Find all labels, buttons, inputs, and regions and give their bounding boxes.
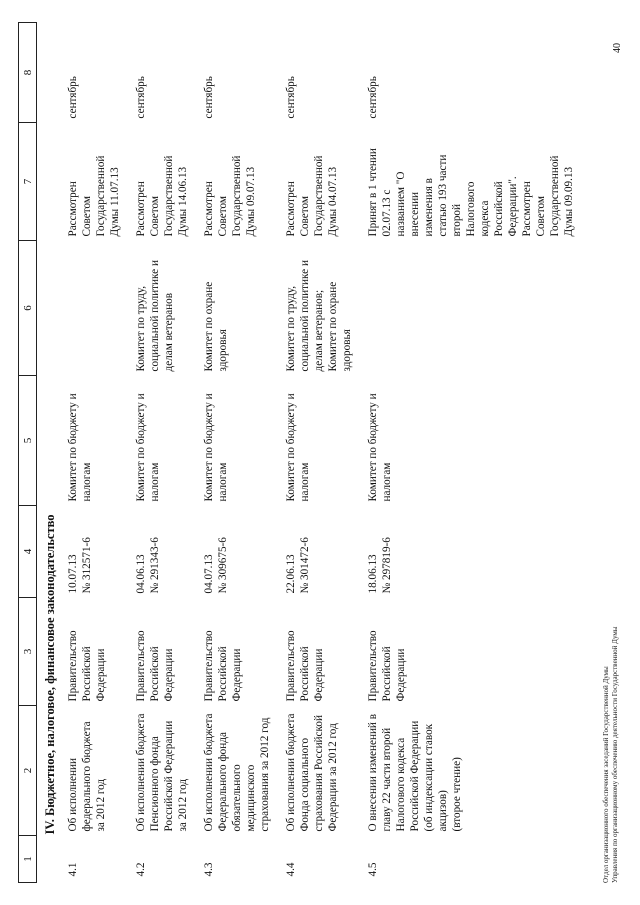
bill-title-line: Пенсионного фонда [149, 736, 161, 832]
status-cell [198, 123, 280, 241]
row-number-cell: 4.4 [285, 862, 297, 877]
bill-title-line: Фонда социального [299, 737, 311, 832]
planned-month-line: сентябрь [203, 76, 215, 119]
bill-title-line: главу 22 части второй [381, 727, 393, 832]
initiator-line: Российской Федерации [217, 646, 243, 702]
planned-month-cell [280, 23, 362, 123]
registration-cell [280, 506, 362, 598]
bill-title-cell [362, 706, 584, 836]
bill-title-line: страхования за 2012 год [259, 717, 271, 832]
row-number-cell: 4.5 [367, 862, 379, 877]
co-executor-committee-line: здоровья [341, 329, 353, 372]
responsible-committee-line: налогам [149, 462, 161, 502]
table-body [62, 23, 584, 883]
status-cell [280, 123, 362, 241]
bill-title-line: за 2012 год [95, 778, 107, 832]
co-executor-committee-cell [62, 241, 130, 376]
initiator-line: Правительство [135, 630, 147, 702]
registration-cell [62, 506, 130, 598]
initiator-line: Российской Федерации [149, 646, 175, 702]
page-number: 40 [612, 43, 623, 53]
responsible-committee-line: налогам [299, 462, 311, 502]
status-line: внесении [409, 191, 421, 237]
bill-title-line: (второе чтение) [451, 757, 463, 832]
bill-title-cell [280, 706, 362, 836]
initiator-line: Правительство [285, 630, 297, 702]
planned-month-cell [130, 23, 198, 123]
planned-month-cell [362, 23, 584, 123]
col-header-1: 1 [19, 836, 37, 883]
bill-title-line: Об исполнении [67, 758, 79, 832]
col-header-5: 5 [19, 376, 37, 506]
co-executor-committee-line: социальной политике и [149, 260, 161, 372]
co-executor-committee-line: делам ветеранов; [313, 289, 325, 372]
status-line: Рассмотрен [203, 181, 215, 237]
table-row [130, 23, 198, 883]
bill-title-line: федерального бюджета [81, 721, 93, 832]
registration-cell [130, 506, 198, 598]
registration-line: № 309675-6 [217, 537, 229, 594]
co-executor-committee-cell [198, 241, 280, 376]
planned-month-line: сентябрь [67, 76, 79, 119]
responsible-committee-line: Комитет по бюджету и [135, 393, 147, 502]
table-row [62, 23, 130, 883]
status-line: Рассмотрен [285, 181, 297, 237]
initiator-cell [62, 598, 130, 706]
status-cell [130, 123, 198, 241]
co-executor-committee-line: здоровья [217, 329, 229, 372]
responsible-committee-line: налогам [81, 462, 93, 502]
initiator-cell [130, 598, 198, 706]
responsible-committee-cell [62, 376, 130, 506]
status-line: Думы 04.07.13 [327, 166, 339, 237]
responsible-committee-line: налогам [217, 462, 229, 502]
registration-line: № 301472-6 [299, 537, 311, 594]
status-line: Государственной [231, 155, 243, 237]
planned-month-cell [62, 23, 130, 123]
bill-title-line: Федерального фонда [217, 732, 229, 832]
status-line: названием "О [395, 171, 407, 237]
initiator-cell [280, 598, 362, 706]
col-header-4: 4 [19, 506, 37, 598]
responsible-committee-line: Комитет по бюджету и [203, 393, 215, 502]
row-number-cell: 4.2 [135, 862, 147, 877]
column-number-header [19, 23, 37, 883]
status-line: Рассмотрен [521, 181, 533, 237]
status-line: Думы 09.09.13 [563, 166, 575, 237]
registration-line: 04.07.13 [203, 554, 215, 594]
bill-title-line: обязательного [231, 764, 243, 832]
bill-title-line: Налогового кодекса [395, 737, 407, 832]
col-header-3: 3 [19, 598, 37, 706]
row-number-cell: 4.3 [203, 862, 215, 877]
section-title: IV. Бюджетное, налоговое, финансовое законодательство [43, 514, 57, 835]
initiator-line: Правительство [203, 630, 215, 702]
status-line: Советом [217, 196, 229, 237]
responsible-committee-cell [362, 376, 584, 506]
status-line: Рассмотрен [67, 181, 79, 237]
planned-month-cell [198, 23, 280, 123]
status-line: кодекса [479, 200, 491, 237]
row-number-cell: 4.1 [67, 862, 79, 877]
status-line: Советом [81, 196, 93, 237]
bill-title-line: Об исполнении бюджета [135, 713, 147, 832]
co-executor-committee-line: Комитет по охране [203, 281, 215, 372]
status-line: Государственной [95, 155, 107, 237]
footer-line: Отдел организационного обеспечения заседаний Государственной Думы [602, 666, 610, 883]
registration-line: 18.06.13 [367, 554, 379, 594]
col-header-6: 6 [19, 241, 37, 376]
co-executor-committee-line: Комитет по охране [327, 281, 339, 372]
registration-line: 22.06.13 [285, 554, 297, 594]
responsible-committee-line: налогам [381, 462, 393, 502]
col-header-2: 2 [19, 706, 37, 836]
responsible-committee-line: Комитет по бюджету и [67, 393, 79, 502]
registration-line: 10.07.13 [67, 554, 79, 594]
responsible-committee-cell [280, 376, 362, 506]
bill-title-line: медицинского [245, 764, 257, 832]
planned-month-line: сентябрь [285, 76, 297, 119]
status-line: второй [451, 203, 463, 237]
footer-note [602, 627, 620, 883]
table-row [198, 23, 280, 883]
status-line: Думы 09.07.13 [245, 166, 257, 237]
status-line: Советом [299, 196, 311, 237]
status-line: Федерации". [507, 176, 519, 237]
status-line: Государственной [549, 155, 561, 237]
status-line: 02.07.13 с [381, 189, 393, 237]
registration-cell [198, 506, 280, 598]
status-line: Рассмотрен [135, 181, 147, 237]
bill-title-line: О внесении изменений в [367, 713, 379, 832]
registration-cell [362, 506, 584, 598]
bill-table [18, 22, 584, 883]
co-executor-committee-cell [280, 241, 362, 376]
bill-title-line: акцизов) [437, 790, 449, 832]
col-header-8: 8 [19, 23, 37, 123]
bill-title-line: Российской Федерации [409, 720, 421, 832]
col-header-7: 7 [19, 123, 37, 241]
bill-title-cell [130, 706, 198, 836]
bill-title-line: (об индексации ставок [423, 723, 435, 832]
bill-title-line: Об исполнении бюджета [203, 713, 215, 832]
registration-line: № 297819-6 [381, 537, 393, 594]
status-line: Государственной [313, 155, 325, 237]
initiator-cell [362, 598, 584, 706]
bill-title-cell [62, 706, 130, 836]
section-row [37, 23, 63, 883]
co-executor-committee-cell [130, 241, 198, 376]
status-line: изменения в [423, 178, 435, 237]
co-executor-committee-line: социальной политике и [299, 260, 311, 372]
registration-line: 04.06.13 [135, 554, 147, 594]
registration-line: № 312571-6 [81, 537, 93, 594]
bill-title-cell [198, 706, 280, 836]
table-row [280, 23, 362, 883]
responsible-committee-line: Комитет по бюджету и [285, 393, 297, 502]
initiator-line: Российской Федерации [299, 646, 325, 702]
responsible-committee-line: Комитет по бюджету и [367, 393, 379, 502]
initiator-line: Правительство [67, 630, 79, 702]
status-cell [62, 123, 130, 241]
status-line: Думы 11.07.13 [109, 167, 121, 237]
bill-title-line: Российской Федерации [163, 720, 175, 832]
co-executor-committee-line: делам ветеранов [163, 292, 175, 372]
initiator-cell [198, 598, 280, 706]
status-line: Советом [535, 196, 547, 237]
bill-title-line: страхования Российской [313, 715, 325, 832]
footer-line: Управления по организационному обеспечению деятельности Государственной Думы [611, 626, 619, 883]
responsible-committee-cell [130, 376, 198, 506]
initiator-line: Российской Федерации [381, 646, 407, 702]
status-line: Принят в 1 чтении [367, 148, 379, 237]
status-cell [362, 123, 584, 241]
status-line: Налогового [465, 181, 477, 237]
status-line: Российской [493, 181, 505, 237]
status-line: Государственной [163, 155, 175, 237]
status-line: Думы 14.06.13 [177, 166, 189, 237]
co-executor-committee-line: Комитет по труду, [135, 285, 147, 372]
co-executor-committee-cell [362, 241, 584, 376]
responsible-committee-cell [198, 376, 280, 506]
table-row [362, 23, 584, 883]
bill-title-line: Об исполнении бюджета [285, 713, 297, 832]
co-executor-committee-line: Комитет по труду, [285, 285, 297, 372]
status-line: статью 193 части [437, 154, 449, 237]
initiator-line: Правительство [367, 630, 379, 702]
planned-month-line: сентябрь [367, 76, 379, 119]
status-line: Советом [149, 196, 161, 237]
initiator-line: Российской Федерации [81, 646, 107, 702]
bill-title-line: за 2012 год [177, 778, 189, 832]
planned-month-line: сентябрь [135, 76, 147, 119]
bill-title-line: Федерации за 2012 год [327, 723, 339, 832]
registration-line: № 291343-6 [149, 537, 161, 594]
